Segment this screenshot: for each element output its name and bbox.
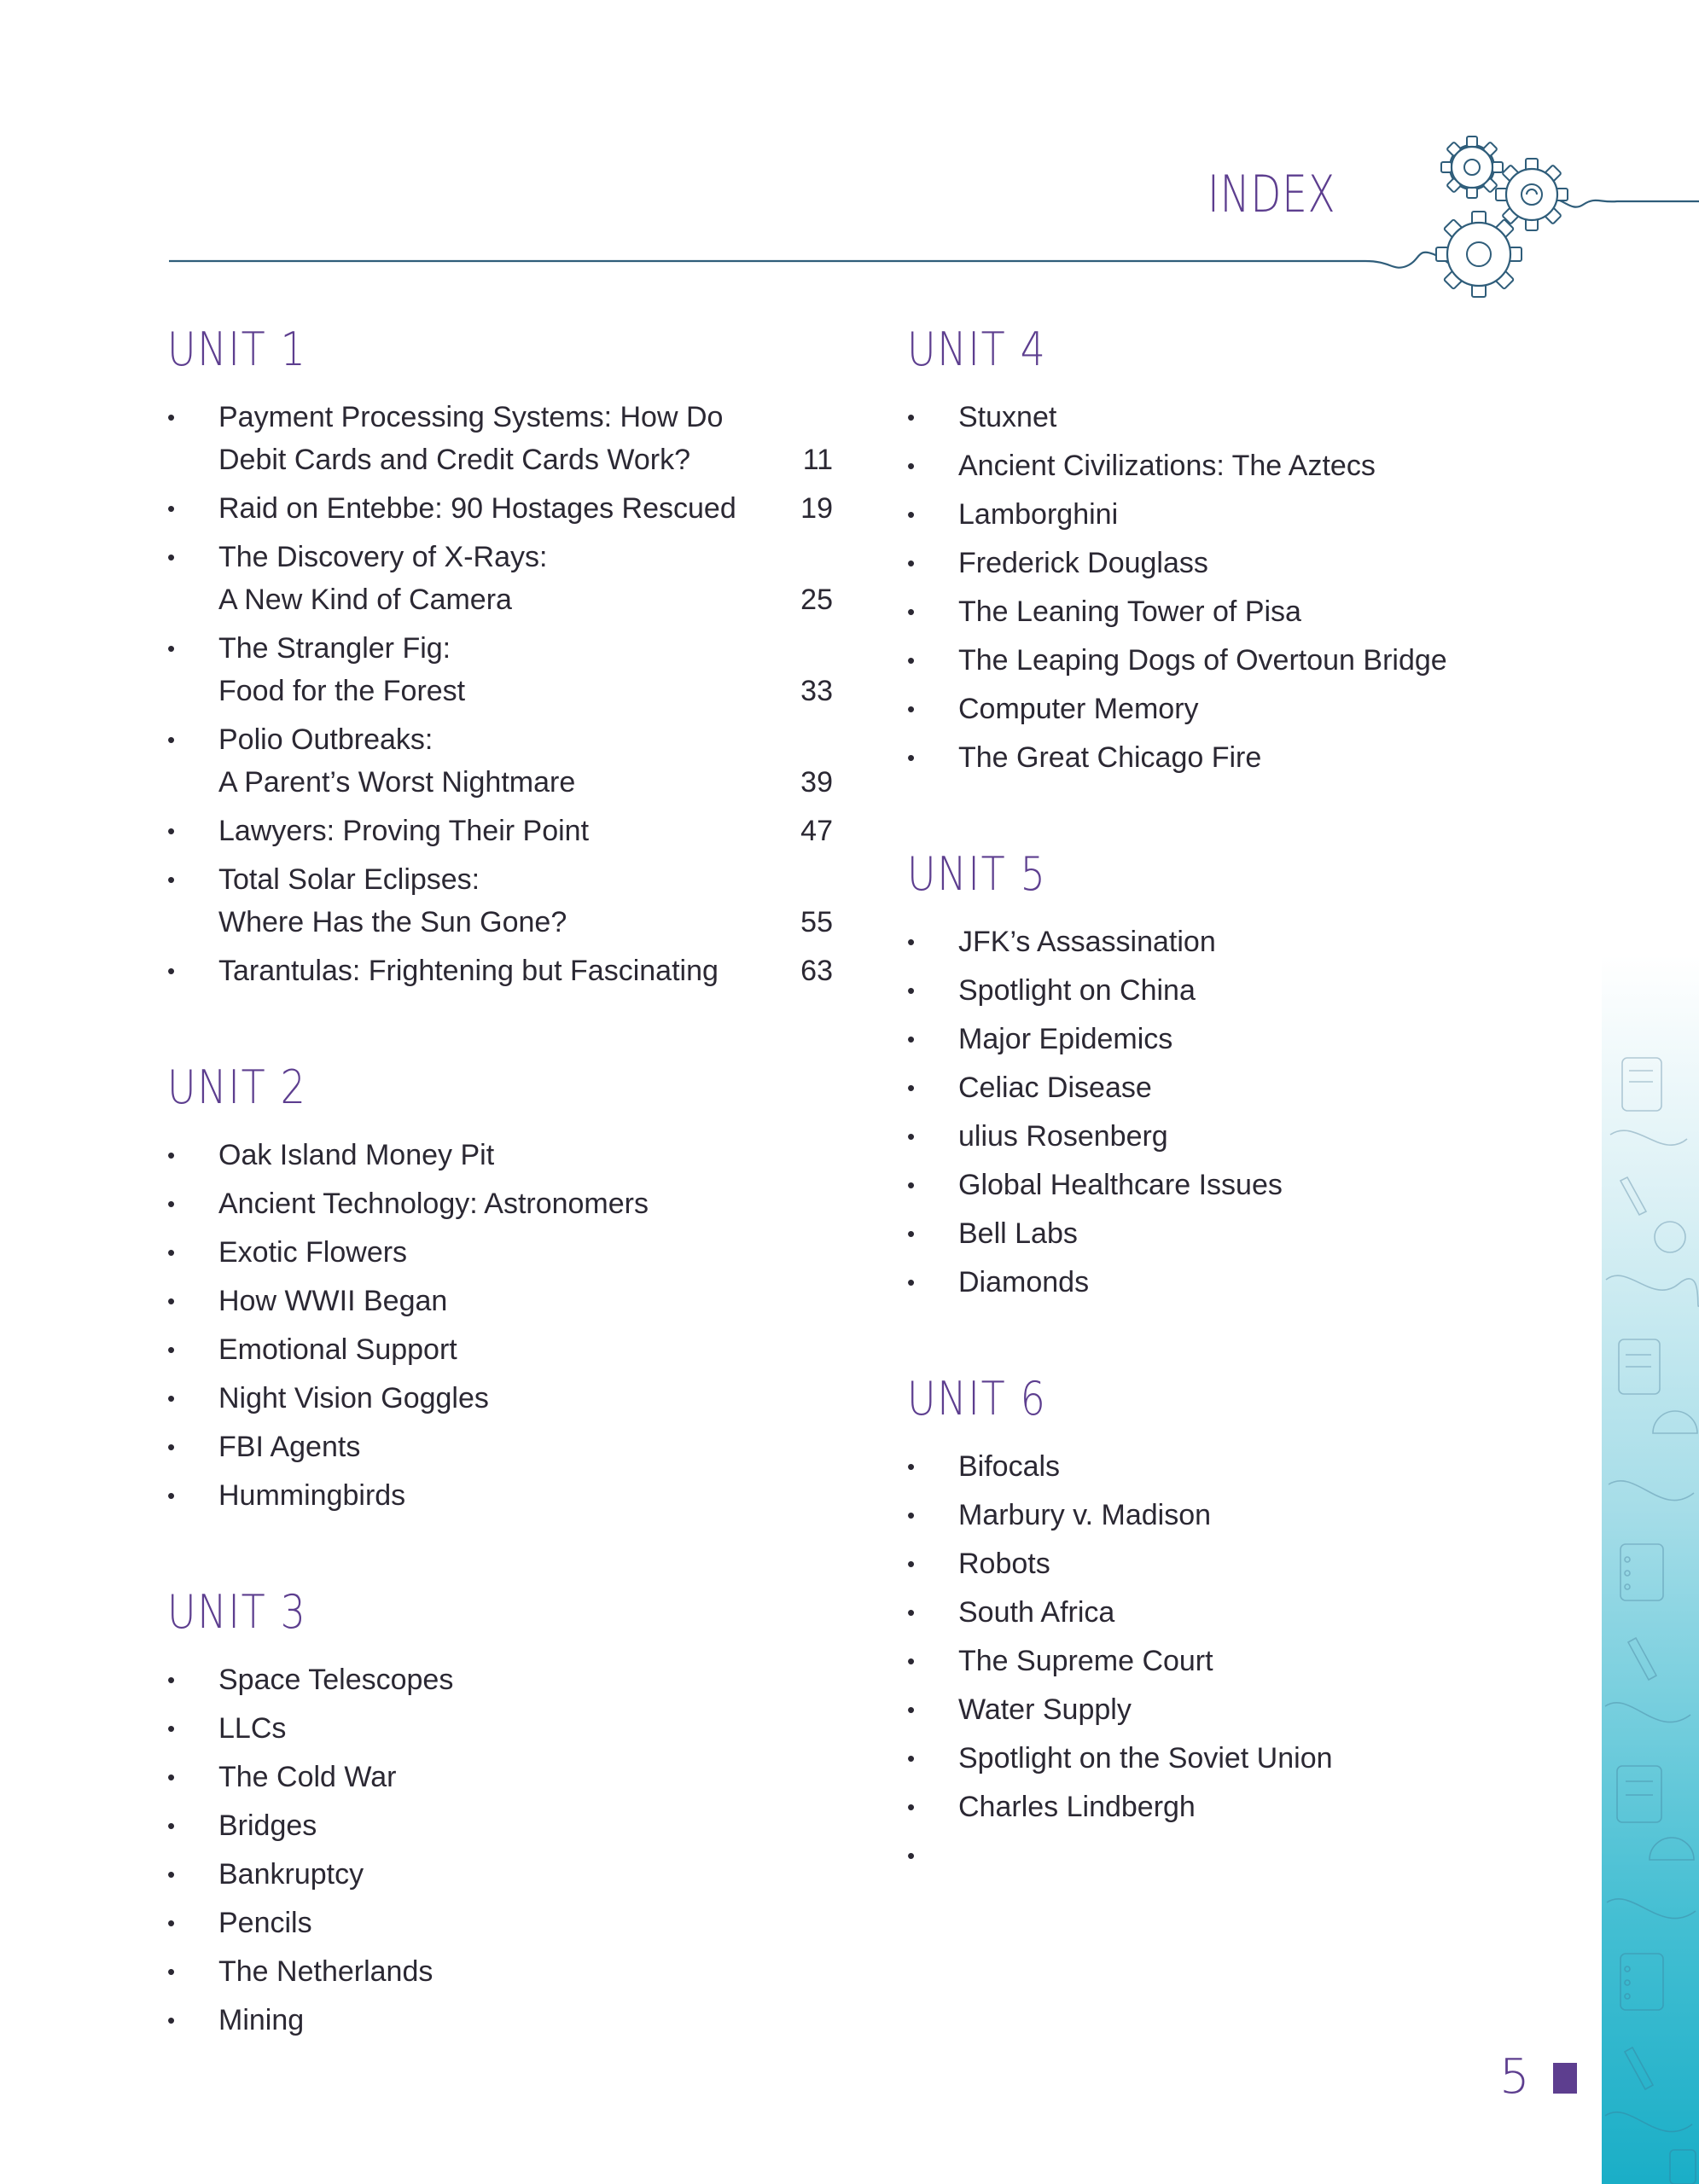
index-entry <box>907 688 1573 730</box>
bullet-icon: • <box>907 1454 916 1479</box>
bullet-icon: • <box>167 2007 176 2033</box>
bullet-icon: • <box>907 1600 916 1625</box>
bullet-icon: • <box>167 1959 176 1984</box>
bullet-icon: • <box>167 1337 176 1362</box>
unit-3-section <box>167 1585 833 2042</box>
side-decoration-strip <box>1602 956 1699 2184</box>
unit-entries <box>167 1134 833 1517</box>
entry-title: How WWII Began <box>218 1285 448 1317</box>
index-entry <box>907 1115 1573 1158</box>
entry-title: Charles Lindbergh <box>958 1791 1196 1823</box>
index-entry <box>167 718 833 804</box>
bullet-icon: • <box>167 1764 176 1790</box>
index-entry <box>907 493 1573 536</box>
index-entry <box>167 536 833 621</box>
index-entry <box>167 950 833 992</box>
index-left-column <box>167 322 833 2110</box>
bullet-icon: • <box>907 404 916 430</box>
entry-title: Pencils <box>218 1907 312 1939</box>
bullet-icon: • <box>907 502 916 527</box>
bullet-icon: • <box>907 550 916 576</box>
unit-entries <box>907 1445 1573 1868</box>
bullet-icon: • <box>167 1716 176 1741</box>
unit-heading: UNIT 6 <box>907 1372 1047 1426</box>
entry-title: ulius Rosenberg <box>958 1120 1168 1153</box>
bullet-icon: • <box>907 1269 916 1295</box>
entry-title: The Strangler Fig: Food for the Forest <box>218 632 466 707</box>
unit-heading: UNIT 2 <box>167 1060 307 1114</box>
entry-title: Spotlight on China <box>958 974 1196 1007</box>
entry-title: FBI Agents <box>218 1431 361 1463</box>
bullet-icon: • <box>167 1667 176 1693</box>
page-title: INDEX <box>1207 165 1336 224</box>
header-rule-tail <box>1549 200 1699 207</box>
entry-title: Space Telescopes <box>218 1664 454 1696</box>
bullet-icon: • <box>167 1191 176 1217</box>
entry-title: Water Supply <box>958 1693 1132 1726</box>
unit-heading: UNIT 4 <box>907 322 1047 376</box>
entry-title: Payment Processing Systems: How Do Debit Cards and Credit Cards Work? <box>218 401 724 476</box>
entry-title: Global Healthcare Issues <box>958 1169 1283 1201</box>
entry-title: Lamborghini <box>958 498 1119 531</box>
unit-4-section <box>907 322 1573 779</box>
index-entry <box>167 810 833 852</box>
index-entry <box>907 1445 1573 1488</box>
entry-title: The Leaning Tower of Pisa <box>958 595 1301 628</box>
entry-title: Computer Memory <box>958 693 1199 725</box>
index-entry <box>907 1494 1573 1536</box>
entry-title: Oak Island Money Pit <box>218 1139 495 1171</box>
bullet-icon: • <box>167 636 176 661</box>
index-entry <box>907 969 1573 1012</box>
index-entry <box>167 1658 833 1701</box>
index-entry <box>167 1853 833 1896</box>
unit-5-section <box>907 847 1573 1304</box>
bullet-icon: • <box>167 727 176 752</box>
entry-title: Raid on Entebbe: 90 Hostages Rescued <box>218 492 736 525</box>
index-entry <box>167 858 833 944</box>
entry-title: LLCs <box>218 1712 287 1745</box>
index-entry <box>167 1377 833 1420</box>
index-entry <box>167 1426 833 1468</box>
index-entry <box>167 627 833 712</box>
entry-page-number: 19 <box>800 492 833 525</box>
index-entry <box>167 1950 833 1993</box>
bullet-icon: • <box>907 1172 916 1198</box>
entry-title: Diamonds <box>958 1266 1090 1298</box>
unit-entries <box>167 1658 833 2042</box>
bullet-icon: • <box>907 1648 916 1674</box>
entry-page-number: 11 <box>802 444 833 476</box>
entry-title: JFK’s Assassination <box>958 926 1216 958</box>
index-entry <box>907 396 1573 439</box>
index-entry <box>167 1182 833 1225</box>
entry-title: Polio Outbreaks: A Parent’s Worst Nightmare <box>218 723 576 799</box>
page-number-marker <box>1553 2063 1577 2094</box>
index-entry <box>167 396 833 481</box>
entry-title: The Netherlands <box>218 1955 433 1988</box>
index-entry <box>907 1688 1573 1731</box>
entry-title: Hummingbirds <box>218 1479 406 1512</box>
bullet-icon: • <box>167 1142 176 1168</box>
index-entry <box>907 921 1573 963</box>
index-entry <box>167 1328 833 1371</box>
doodle-pattern <box>1602 956 1699 2184</box>
entry-page-number: 55 <box>800 906 833 938</box>
bullet-icon: • <box>167 1910 176 1936</box>
bullet-icon: • <box>907 1026 916 1052</box>
entry-title: Frederick Douglass <box>958 547 1208 579</box>
unit-heading: UNIT 5 <box>907 847 1047 901</box>
bullet-icon: • <box>907 1502 916 1528</box>
unit-entries <box>907 921 1573 1304</box>
entry-title: The Discovery of X-Rays: A New Kind of Camera <box>218 541 548 616</box>
entry-title: Emotional Support <box>218 1333 457 1366</box>
page-number: 5 <box>1499 2049 1530 2105</box>
unit-entries <box>167 396 833 992</box>
unit-2-section <box>167 1060 833 1517</box>
entry-title: The Supreme Court <box>958 1645 1213 1677</box>
index-entry <box>167 1999 833 2042</box>
unit-heading: UNIT 1 <box>167 322 307 376</box>
entry-title: Stuxnet <box>958 401 1057 433</box>
index-entry <box>907 1542 1573 1585</box>
entry-title: Ancient Civilizations: The Aztecs <box>958 450 1376 482</box>
index-entry <box>907 1261 1573 1304</box>
entry-title: Total Solar Eclipses: Where Has the Sun Gone? <box>218 863 567 938</box>
index-entry <box>907 1164 1573 1206</box>
bullet-icon: • <box>167 818 176 844</box>
bullet-icon: • <box>167 1385 176 1411</box>
gear-icon <box>1496 159 1568 230</box>
bullet-icon: • <box>167 404 176 430</box>
index-right-column <box>907 322 1573 1896</box>
entry-title: The Leaping Dogs of Overtoun Bridge <box>958 644 1447 677</box>
header-rule-line <box>169 253 1468 268</box>
index-entry <box>907 1212 1573 1255</box>
bullet-icon: • <box>167 1288 176 1314</box>
bullet-icon: • <box>907 1745 916 1771</box>
index-entry <box>167 1474 833 1517</box>
index-entry <box>907 1640 1573 1682</box>
bullet-icon: • <box>167 1240 176 1265</box>
index-entry <box>907 1786 1573 1828</box>
bullet-icon: • <box>907 1794 916 1820</box>
bullet-icon: • <box>167 1434 176 1460</box>
index-entry <box>907 444 1573 487</box>
index-entry <box>907 1591 1573 1634</box>
bullet-icon: • <box>907 929 916 955</box>
index-entry <box>167 1804 833 1847</box>
bullet-icon: • <box>907 1221 916 1246</box>
entry-page-number: 63 <box>800 955 833 987</box>
entry-title: Bell Labs <box>958 1217 1078 1250</box>
index-entry <box>167 1707 833 1750</box>
entry-title: Bankruptcy <box>218 1858 364 1891</box>
unit-6-section <box>907 1372 1573 1868</box>
gear-icon <box>1441 136 1503 198</box>
bullet-icon: • <box>167 544 176 570</box>
header-decoration <box>0 0 1699 341</box>
entry-title: Bifocals <box>958 1450 1061 1483</box>
index-entry <box>167 487 833 530</box>
bullet-icon: • <box>907 1551 916 1577</box>
index-entry <box>907 639 1573 682</box>
gear-icon <box>1436 212 1522 297</box>
index-entry <box>907 590 1573 633</box>
bullet-icon: • <box>167 1862 176 1887</box>
entry-title: South Africa <box>958 1596 1115 1629</box>
entry-title: The Cold War <box>218 1761 397 1793</box>
bullet-icon: • <box>907 1843 916 1868</box>
entry-title: Robots <box>958 1548 1050 1580</box>
bullet-icon: • <box>907 1124 916 1149</box>
index-entry <box>907 1018 1573 1060</box>
unit-1-section <box>167 322 833 992</box>
entry-title: Tarantulas: Frightening but Fascinating <box>218 955 719 987</box>
entry-page-number: 47 <box>800 815 833 847</box>
bullet-icon: • <box>907 1075 916 1101</box>
bullet-icon: • <box>907 696 916 722</box>
index-entry <box>167 1231 833 1274</box>
index-entry <box>167 1902 833 1944</box>
entry-title: Marbury v. Madison <box>958 1499 1212 1531</box>
entry-title: Exotic Flowers <box>218 1236 408 1269</box>
bullet-icon: • <box>907 599 916 624</box>
index-entry <box>167 1280 833 1322</box>
bullet-icon: • <box>907 745 916 770</box>
entry-page-number: 33 <box>800 675 833 707</box>
bullet-icon: • <box>167 867 176 892</box>
entry-title: Spotlight on the Soviet Union <box>958 1742 1333 1774</box>
entry-title: Night Vision Goggles <box>218 1382 489 1414</box>
bullet-icon: • <box>167 496 176 521</box>
bullet-icon: • <box>907 648 916 673</box>
bullet-icon: • <box>907 978 916 1003</box>
bullet-icon: • <box>907 453 916 479</box>
index-entry <box>907 736 1573 779</box>
unit-heading: UNIT 3 <box>167 1585 307 1639</box>
entry-title: Ancient Technology: Astronomers <box>218 1188 649 1220</box>
index-entry <box>167 1756 833 1798</box>
entry-page-number: 25 <box>800 584 833 616</box>
entry-title: Lawyers: Proving Their Point <box>218 815 590 847</box>
index-entry <box>907 542 1573 584</box>
bullet-icon: • <box>167 1483 176 1508</box>
unit-entries <box>907 396 1573 779</box>
bullet-icon: • <box>167 958 176 984</box>
entry-title: Mining <box>218 2004 305 2036</box>
entry-page-number: 39 <box>800 766 833 799</box>
index-entry <box>167 1134 833 1176</box>
index-entry <box>907 1066 1573 1109</box>
entry-title: Bridges <box>218 1809 317 1842</box>
entry-title: Major Epidemics <box>958 1023 1173 1055</box>
entry-title: Celiac Disease <box>958 1072 1152 1104</box>
bullet-icon: • <box>907 1697 916 1722</box>
bullet-icon: • <box>167 1813 176 1838</box>
entry-title: The Great Chicago Fire <box>958 741 1262 774</box>
index-entry <box>907 1737 1573 1780</box>
